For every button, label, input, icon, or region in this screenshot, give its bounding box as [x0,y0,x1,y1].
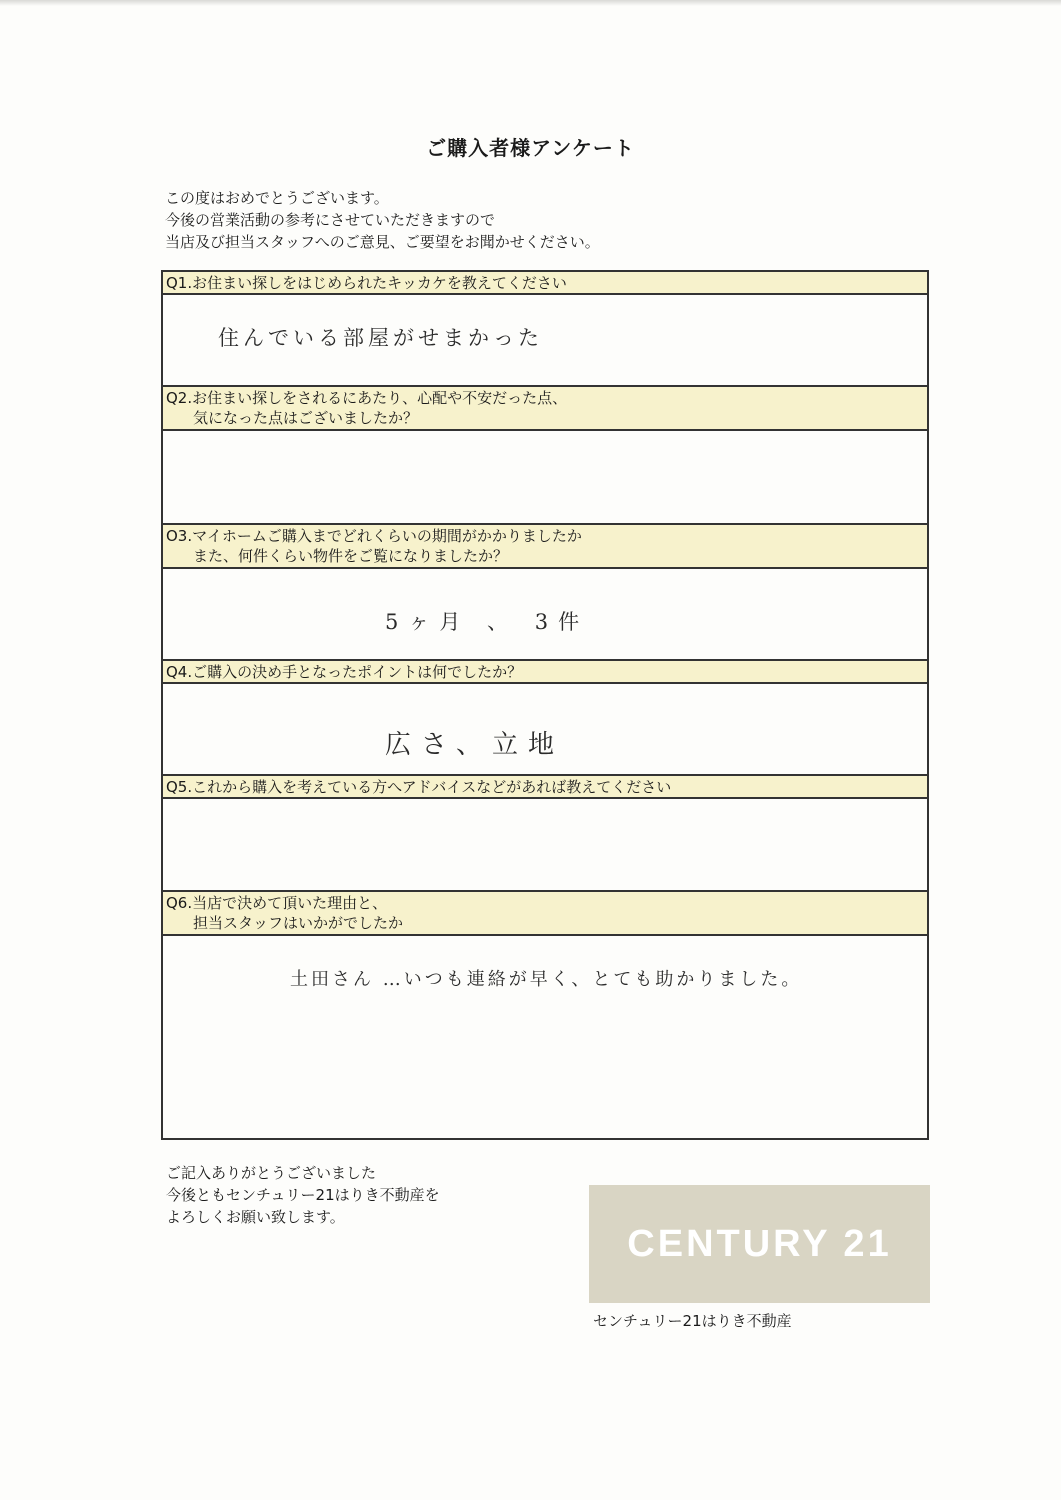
closing-line: よろしくお願い致します。 [166,1208,345,1226]
intro-text [165,187,600,253]
question-header-q1 [163,272,927,295]
question-text: Q6.当店で決めて頂いた理由と、 [166,894,388,912]
question-text: また、何件くらい物件をご覧になりましたか？ [193,547,509,565]
question-header-q3 [163,523,927,569]
question-text: 気になった点はございましたか？ [193,409,419,427]
century21-logo [589,1185,930,1303]
question-header-q5 [163,774,927,799]
survey-table [161,270,929,1140]
question-header-q4 [163,659,927,684]
question-text: Q4.ご購入の決め手となったポイントは何でしたか？ [166,663,523,681]
question-header-q6 [163,890,927,936]
answer-q4: 広さ、立地 [385,730,564,760]
closing-message [166,1162,440,1228]
logo-text: CENTURY 21 [627,1222,892,1265]
scan-edge [0,0,1061,6]
company-name: センチュリー21はりき不動産 [593,1312,792,1330]
question-text: O3.マイホームご購入までどれくらいの期間がかかりましたか [166,527,582,545]
question-text: 担当スタッフはいかがでしたか [193,914,404,932]
closing-line: 今後ともセンチュリー21はりき不動産を [166,1186,440,1204]
answer-q6: 土田さん …いつも連絡が早く、とても助かりました。 [290,969,803,990]
question-header-q2 [163,385,927,431]
question-text: Q5.これから購入を考えている方へアドバイスなどがあれば教えてください [166,778,672,796]
intro-line: 当店及び担当スタッフへのご意見、ご要望をお聞かせください。 [165,233,600,251]
intro-line: この度はおめでとうございます。 [165,189,389,207]
question-text: Q2.お住まい探しをされるにあたり、心配や不安だった点、 [166,389,568,407]
question-text: Q1.お住まい探しをはじめられたキッカケを教えてください [166,274,567,292]
intro-line: 今後の営業活動の参考にさせていただきますので [165,211,496,229]
closing-line: ご記入ありがとうございました [166,1164,377,1182]
answer-q3: 5ヶ月 、 3件 [385,610,590,634]
page-title: ご購入者様アンケート [426,136,635,160]
answer-q1: 住んでいる部屋がせまかった [218,326,543,350]
